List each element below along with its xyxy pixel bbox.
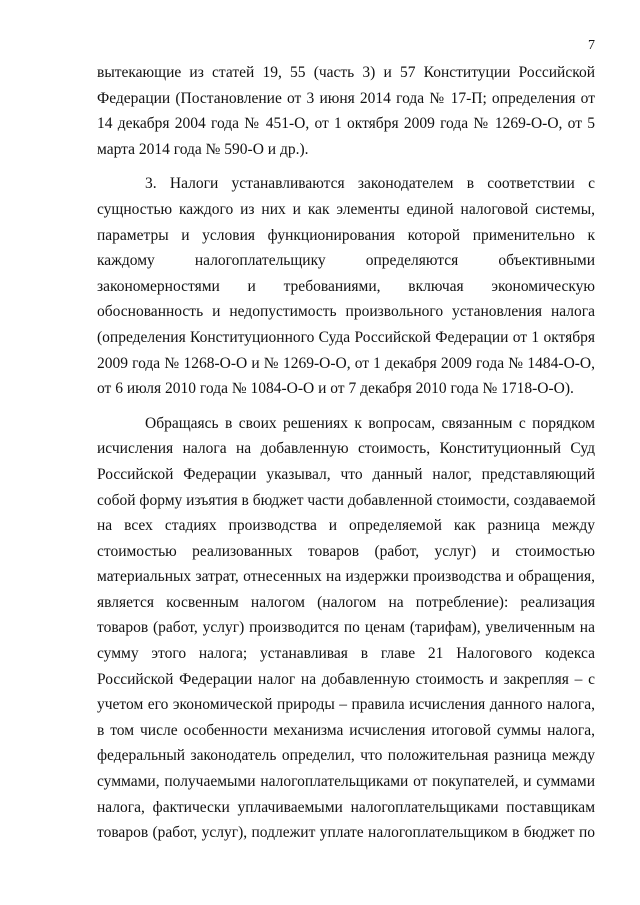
text-line: исчисления налога на добавленную стоимость, Конституционный Суд: [97, 440, 595, 458]
paragraph-gap: [97, 402, 595, 411]
text-line: Российской Федерации налог на добавленную стоимость и закрепляя – с: [97, 670, 595, 688]
paragraph-1: [97, 60, 595, 162]
text-line: (определения Конституционного Суда Российской Федерации от 1 октября: [97, 328, 595, 346]
paragraph-gap: [97, 162, 595, 171]
paragraph-2: [97, 171, 595, 401]
text-line: закономерностями и требованиями, включая экономическую: [97, 277, 595, 295]
text-line: параметры и условия функционирования которой применительно к: [97, 226, 595, 244]
paragraph-3: [97, 411, 595, 846]
text-line: обоснованность и недопустимость произвольного установления налога: [97, 303, 595, 321]
text-line: в том числе особенности механизма исчисления итоговой суммы налога,: [97, 721, 595, 739]
text-line: суммами, получаемыми налогоплательщиками от покупателей, и суммами: [97, 773, 595, 791]
text-line: сумму этого налога; устанавливая в главе 21 Налогового кодекса: [97, 645, 595, 663]
text-line: Обращаясь в своих решениях к вопросам, связанным с порядком: [145, 414, 595, 432]
text-line: материальных затрат, отнесенных на издержки производства и обращения,: [97, 568, 595, 586]
text-line: собой форму изъятия в бюджет части добавленной стоимости, создаваемой: [97, 491, 596, 509]
body-text: [97, 60, 595, 846]
text-line: от 6 июля 2010 года № 1084-О-О и от 7 декабря 2010 года № 1718-О-О).: [97, 380, 574, 398]
text-line: 14 декабря 2004 года № 451-О, от 1 октября 2009 года № 1269-О-О, от 5: [97, 115, 595, 133]
text-line: 3. Налоги устанавливаются законодателем в соответствии с: [145, 175, 595, 193]
text-line: федеральный законодатель определил, что положительная разница между: [97, 747, 595, 765]
text-line: 2009 года № 1268-О-О и № 1269-О-О, от 1 декабря 2009 года № 1484-О-О,: [97, 354, 595, 372]
text-line: каждому налогоплательщику определяются объективными: [97, 252, 595, 270]
text-line: является косвенным налогом (налогом на потребление): реализация: [97, 593, 595, 611]
text-line: налога, фактически уплачиваемыми налогоплательщиками поставщикам: [97, 798, 595, 816]
text-line: учетом его экономической природы – правила исчисления данного налога,: [97, 696, 595, 714]
page-number: 7: [588, 38, 595, 53]
text-line: товаров (работ, услуг), подлежит уплате налогоплательщиком в бюджет по: [97, 824, 595, 842]
text-line: марта 2014 года № 590-О и др.).: [97, 140, 309, 158]
text-line: на всех стадиях производства и определяемой как разница между: [97, 517, 595, 535]
text-line: вытекающие из статей 19, 55 (часть 3) и 57 Конституции Российской: [97, 64, 595, 81]
text-line: товаров (работ, услуг) производится по ценам (тарифам), увеличенным на: [97, 619, 595, 637]
text-line: Федерации (Постановление от 3 июня 2014 года № 17-П; определения от: [97, 89, 595, 107]
text-line: сущностью каждого из них и как элементы единой налоговой системы,: [97, 200, 595, 218]
text-line: Российской Федерации указывал, что данный налог, представляющий: [97, 465, 595, 483]
text-line: стоимостью реализованных товаров (работ, услуг) и стоимостью: [97, 542, 595, 560]
